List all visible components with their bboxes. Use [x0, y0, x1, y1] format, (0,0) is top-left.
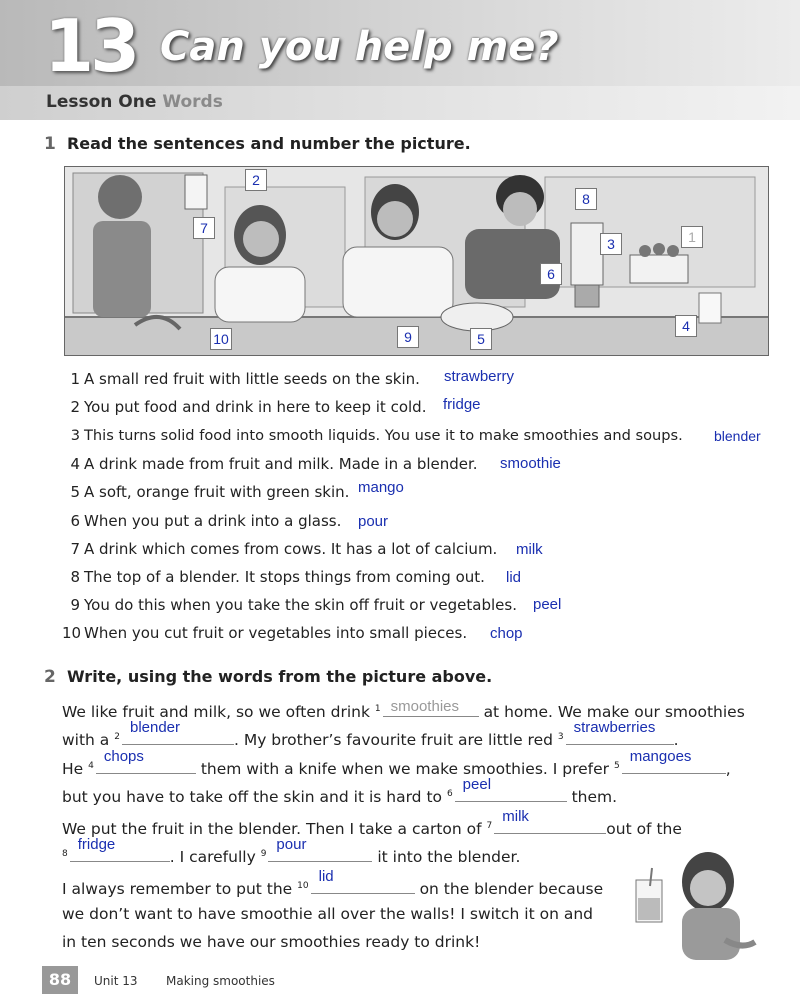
clue-7: 7 A drink which comes from cows. It has a lot of calcium.: [70, 540, 498, 558]
gap-5[interactable]: mangoes: [622, 757, 726, 774]
lesson-sub: Words: [162, 92, 223, 112]
answer-8[interactable]: lid: [506, 569, 522, 586]
picture-number-box: 7: [193, 217, 215, 239]
picture-number-box: 4: [675, 315, 697, 337]
passage-line-5: We put the fruit in the blender. Then I take a carton of $^7$ milk out of the: [62, 808, 682, 838]
answer-2[interactable]: fridge: [443, 396, 481, 413]
unit-title: Can you help me?: [160, 24, 559, 70]
girl-with-smoothie-illustration: [630, 850, 760, 960]
gap-6[interactable]: peel: [455, 785, 567, 802]
answer-4[interactable]: smoothie: [500, 455, 561, 472]
exercise-1-instruction: Read the sentences and number the picture.: [66, 134, 471, 153]
picture-number-box: 9: [397, 326, 419, 348]
unit-number: 13: [44, 4, 137, 88]
gap-3[interactable]: strawberries: [566, 728, 674, 745]
answer-3[interactable]: blender: [714, 428, 761, 444]
exercise-2-number: 2: [44, 667, 56, 687]
answer-7[interactable]: milk: [516, 541, 543, 558]
clue-1: 1 A small red fruit with little seeds on the skin.: [70, 370, 420, 388]
picture-number-box: 2: [245, 169, 267, 191]
clue-4: 4 A drink made from fruit and milk. Made in a blender.: [70, 455, 478, 473]
picture-number-box: 5: [470, 328, 492, 350]
exercise-2-instruction: Write, using the words from the picture above.: [66, 667, 493, 686]
answer-9[interactable]: peel: [533, 596, 562, 613]
answer-5[interactable]: mango: [358, 479, 404, 496]
answer-1[interactable]: strawberry: [444, 368, 515, 385]
exercise-1-heading: [44, 134, 471, 154]
gap-4[interactable]: chops: [96, 757, 196, 774]
picture-number-box: 1: [681, 226, 703, 248]
lesson-heading: [46, 92, 223, 112]
passage-line-4: but you have to take off the skin and it is hard to $^6$ peel them.: [62, 776, 618, 806]
clue-10: 10 When you cut fruit or vegetables into small pieces.: [62, 624, 468, 642]
passage-line-6: $^8$ fridge . I carefully $^9$ pour it into the blender.: [62, 836, 521, 866]
gap-1[interactable]: smoothies: [383, 700, 479, 717]
footer-title: Making smoothies: [166, 974, 275, 988]
picture-number-box: 10: [210, 328, 232, 350]
clue-6: 6 When you put a drink into a glass.: [70, 512, 342, 530]
answer-10[interactable]: chop: [490, 625, 523, 642]
picture-number-box: 6: [540, 263, 562, 285]
passage-line-8: we don’t want to have smoothie all over the walls! I switch it on and: [62, 905, 593, 923]
gap-8[interactable]: fridge: [70, 845, 170, 862]
passage-line-3: He $^4$ chops them with a knife when we make smoothies. I prefer $^5$ mangoes ,: [62, 748, 731, 778]
lesson-label: Lesson One: [46, 92, 157, 112]
exercise-2-heading: [44, 667, 492, 687]
gap-2[interactable]: blender: [122, 728, 234, 745]
clue-5: 5 A soft, orange fruit with green skin.: [70, 483, 350, 501]
exercise-1-number: 1: [44, 134, 56, 154]
page-number: 88: [42, 966, 78, 994]
passage-line-2: with a $^2$ blender . My brother’s favourite fruit are little red $^3$ strawberries .: [62, 719, 679, 749]
kitchen-illustration: [64, 166, 769, 356]
clue-8: 8 The top of a blender. It stops things from coming out.: [70, 568, 485, 586]
picture-number-box: 3: [600, 233, 622, 255]
clue-3: 3 This turns solid food into smooth liquids. You use it to make smoothies and soups.: [70, 427, 683, 444]
gap-9[interactable]: pour: [268, 845, 372, 862]
picture-number-box: 8: [575, 188, 597, 210]
passage-line-1: We like fruit and milk, so we often drink $^1$ smoothies at home. We make our smoothies: [62, 698, 745, 721]
gap-10[interactable]: lid: [311, 877, 415, 894]
footer-unit: Unit 13: [94, 974, 138, 988]
clue-9: 9 You do this when you take the skin off fruit or vegetables.: [70, 596, 517, 614]
clue-2: 2 You put food and drink in here to keep it cold.: [70, 398, 427, 416]
passage-line-7: I always remember to put the $^{10}$ lid on the blender because: [62, 868, 604, 898]
answer-6[interactable]: pour: [358, 513, 389, 530]
passage-line-9: in ten seconds we have our smoothies ready to drink!: [62, 933, 481, 951]
gap-7[interactable]: milk: [494, 817, 606, 834]
